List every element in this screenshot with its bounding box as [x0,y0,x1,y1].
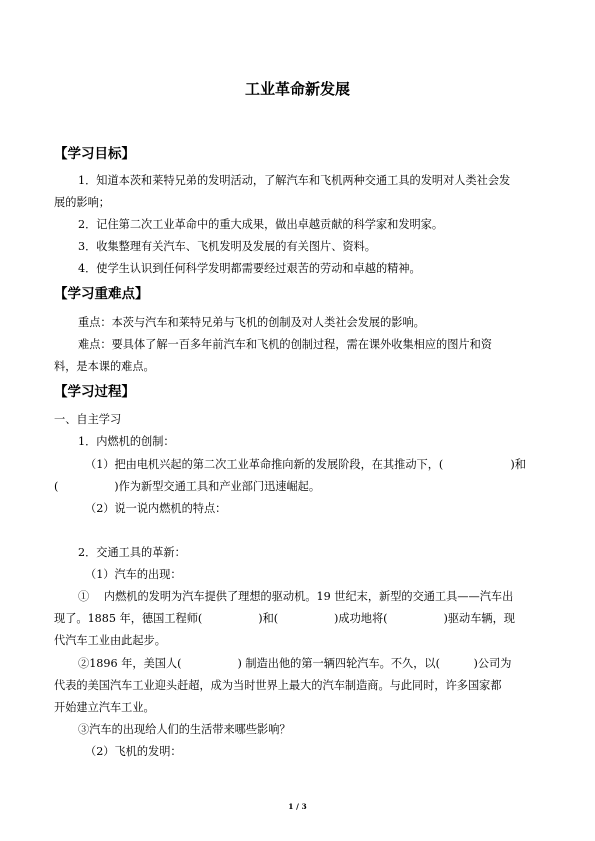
process-line: ②1896 年，美国人( ) 制造出他的第一辆四轮汽车。不久，以( )公司为 [78,657,512,670]
key-point-line: 难点：要具体了解一百多年前汽车和飞机的创制过程，需在课外收集相应的图片和资 [78,338,492,351]
process-line: 现了。1885 年，德国工程师( )和( )成功地将( )驱动车辆，现 [54,612,515,625]
process-line: 一、自主学习 [54,413,122,426]
page-number: 1 / 3 [288,802,307,811]
key-point-line: 重点：本茨与汽车和莱特兄弟与飞机的创制及对人类社会发展的影响。 [78,316,425,329]
section-heading-goals: 【学习目标】 [54,146,135,162]
process-line: ③汽车的出现给人们的生活带来哪些影响？ [78,723,291,736]
process-line: （2）飞机的发明： [85,745,182,758]
goal-line: 2．记住第二次工业革命中的重大成果，做出卓越贡献的科学家和发明家。 [78,218,444,231]
process-line: 2．交通工具的革新： [78,546,186,559]
goal-line: 1．知道本茨和莱特兄弟的发明活动，了解汽车和飞机两种交通工具的发明对人类社会发 [78,174,511,187]
document-title: 工业革命新发展 [244,80,350,98]
process-line: ① 内燃机的发明为汽车提供了理想的驱动机。19 世纪末，新型的交通工具——汽车出 [78,590,514,603]
goal-line: 3．收集整理有关汽车、飞机发明及发展的有关图片、资料。 [78,240,376,253]
section-heading-key-points: 【学习重难点】 [54,286,149,302]
process-line: （1）汽车的出现： [85,568,182,581]
process-line: （1）把由电机兴起的第二次工业革命推向新的发展阶段，在其推动下，( )和 [85,458,526,471]
process-line: 代表的美国汽车工业迎头赶超，成为当时世界上最大的汽车制造商。与此同时，许多国家都 [54,679,502,692]
goal-line: 4．使学生认识到任何科学发明都需要经过艰苦的劳动和卓越的精神。 [78,262,421,275]
section-heading-process: 【学习过程】 [54,384,135,400]
process-line: ( )作为新型交通工具和产业部门迅速崛起。 [54,480,321,493]
process-line: 1．内燃机的创制： [78,435,175,448]
key-point-line: 料，是本课的难点。 [54,360,155,373]
process-line: 代汽车工业由此起步。 [54,634,166,647]
goal-line: 展的影响； [54,196,110,209]
process-line: 开始建立汽车工业。 [54,701,155,714]
process-line: （2）说一说内燃机的特点： [85,502,227,515]
